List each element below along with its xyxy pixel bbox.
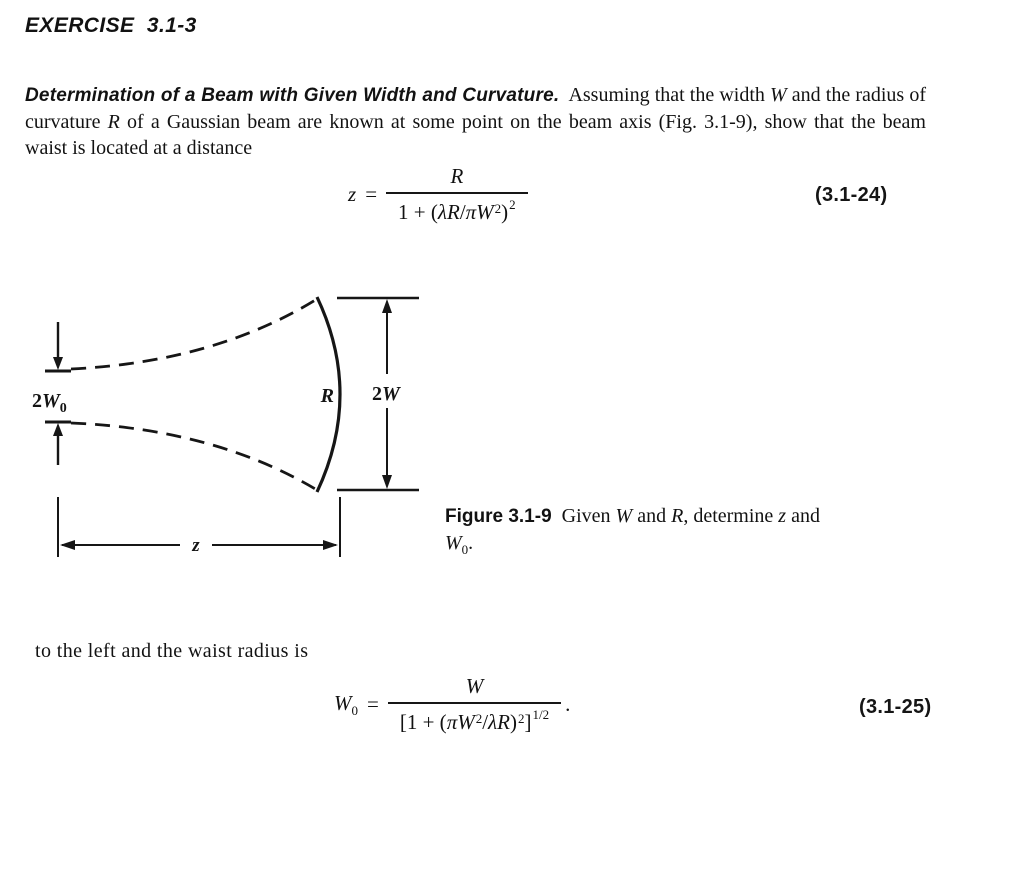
eq2-den-close-paren: ) bbox=[509, 710, 517, 734]
caption-text-1: Given bbox=[551, 505, 616, 527]
eq2-outer-exponent: 1/2 bbox=[532, 707, 550, 722]
eq2-numerator: W bbox=[465, 674, 484, 698]
caption-var-R: R bbox=[671, 505, 684, 527]
equals-sign: = bbox=[367, 692, 379, 716]
eq1-inner-exponent: 2 bbox=[494, 201, 502, 216]
eq1-lhs: z bbox=[348, 182, 357, 206]
caption-text-2: and bbox=[632, 505, 672, 527]
caption-var-z: z bbox=[778, 505, 787, 527]
eq1-fraction bbox=[386, 164, 528, 225]
equation-3-1-25 bbox=[334, 674, 570, 735]
beam-lower-boundary bbox=[71, 423, 317, 490]
waist-arrow-top-head bbox=[53, 357, 63, 370]
width-dim-arrow-down bbox=[382, 475, 392, 489]
caption-line-1 bbox=[445, 503, 915, 530]
eq1-den-text: 1 + ( bbox=[398, 200, 438, 224]
caption-line-2 bbox=[445, 530, 915, 563]
equals-sign: = bbox=[365, 182, 378, 206]
eq2-period: . bbox=[565, 692, 571, 716]
eq1-den-slash: / bbox=[459, 200, 466, 224]
eq2-fraction bbox=[388, 674, 561, 735]
continuation-text: to the left and the waist radius is bbox=[35, 640, 309, 662]
eq2-den-slash: / bbox=[482, 710, 489, 734]
eq2-den-piW: πW bbox=[446, 710, 475, 734]
z-dim-arrow-right bbox=[323, 540, 338, 550]
var-R: R bbox=[107, 111, 120, 133]
intro-paragraph bbox=[25, 82, 926, 161]
figure-caption bbox=[445, 503, 915, 563]
eq2-exp-2: 2 bbox=[517, 711, 525, 726]
intro-text-1: Assuming that the width bbox=[559, 84, 771, 106]
beam-upper-boundary bbox=[71, 299, 317, 369]
eq2-lhs bbox=[334, 691, 358, 719]
eq2-den-lambdaR: λR bbox=[488, 710, 510, 734]
waist-diameter-label: $2W_0$ bbox=[32, 390, 67, 416]
caption-var-W0: W bbox=[445, 532, 462, 554]
exercise-heading: EXERCISE 3.1-3 bbox=[25, 14, 197, 37]
eq2-den-close-bracket: ] bbox=[524, 710, 532, 734]
eq1-denominator bbox=[386, 192, 528, 225]
figure-3-1-9 bbox=[20, 280, 450, 570]
caption-figure-number: Figure 3.1-9 bbox=[445, 506, 552, 527]
equation-number-3-1-25: (3.1-25) bbox=[859, 696, 932, 718]
eq1-den-close-paren: ) bbox=[501, 200, 509, 224]
z-dim-arrow-left bbox=[60, 540, 75, 550]
caption-text-4: and bbox=[786, 505, 820, 527]
eq1-den-piW: πW bbox=[465, 200, 494, 224]
width-dim-arrow-up bbox=[382, 299, 392, 313]
intro-text-3: of a Gaussian beam are known at some point on the beam axis (Fig. 3.1-9), show that the beam waist is located at a distance bbox=[25, 111, 926, 159]
beam-diameter-label: 2W bbox=[372, 383, 400, 405]
caption-var-W0-sub: 0 bbox=[461, 542, 469, 557]
paragraph-lead: Determination of a Beam with Given Width and Curvature. bbox=[25, 85, 560, 106]
eq1-den-lambdaR: λR bbox=[437, 200, 460, 224]
equation-3-1-24 bbox=[348, 164, 528, 225]
eq1-outer-exponent: 2 bbox=[509, 197, 516, 212]
radius-of-curvature-label: R bbox=[320, 385, 334, 407]
caption-var-W: W bbox=[615, 505, 633, 527]
eq2-denominator bbox=[388, 702, 561, 735]
var-W: W bbox=[770, 84, 787, 106]
eq2-exp-1: 2 bbox=[475, 711, 483, 726]
caption-text-3: , determine bbox=[683, 505, 779, 527]
distance-label: z bbox=[192, 535, 200, 556]
caption-period: . bbox=[468, 532, 474, 554]
eq2-lhs-sub: 0 bbox=[351, 702, 358, 718]
eq2-den-open: [1 + ( bbox=[399, 710, 447, 734]
eq1-numerator: R bbox=[450, 164, 464, 188]
eq2-lhs-var: W bbox=[334, 690, 352, 715]
equation-number-3-1-24: (3.1-24) bbox=[815, 184, 888, 206]
intro-text-2: and the radius of curvature bbox=[25, 84, 926, 133]
